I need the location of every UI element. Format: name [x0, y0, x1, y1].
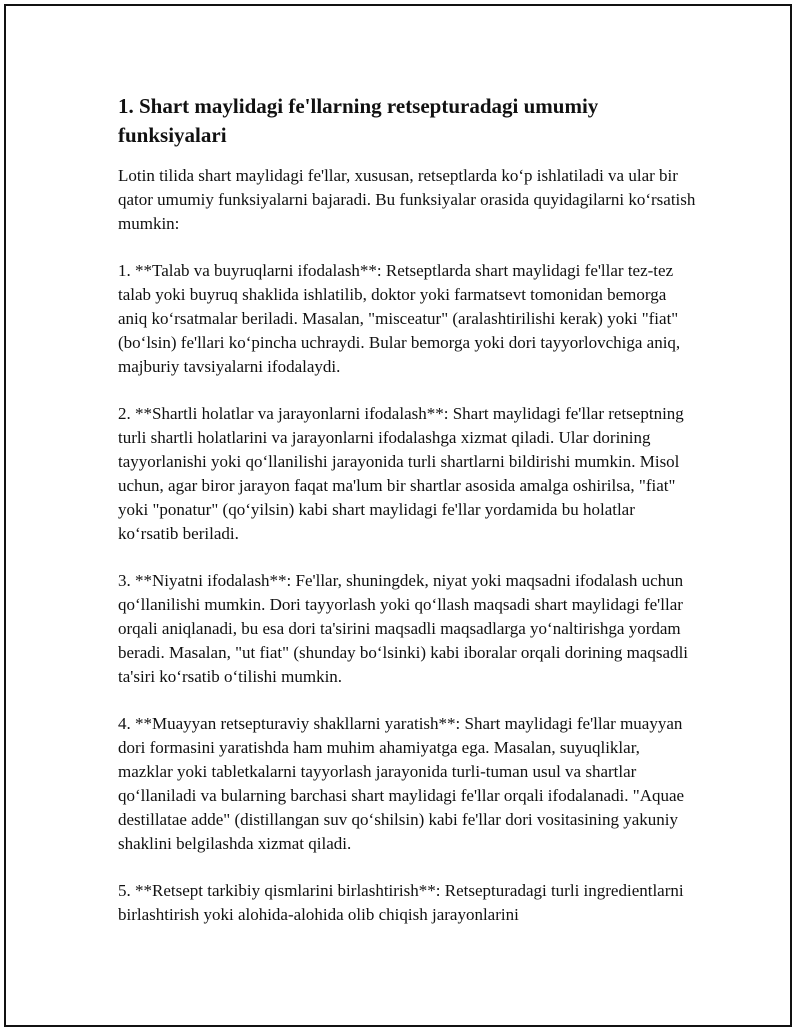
- paragraph-item-1: 1. **Talab va buyruqlarni ifodalash**: Retseptlarda shart maylidagi fe'llar tez-tez talab yoki buyruq shaklida ishlatilib, doktor yoki farmatsevt tomonidan bemorga aniq ko‘rsatmalar beriladi. Masalan, "misceatur" (aralashtirilishi kerak) yoki "fiat" (bo‘lsin) fe'llari ko‘pincha uchraydi. Bular bemorga yoki dori tayyorlovchiga aniq, majburiy tavsiyalarni ifodalaydi.: [118, 261, 681, 376]
- document-page: [118, 92, 698, 950]
- intro-paragraph: Lotin tilida shart maylidagi fe'llar, xususan, retseptlarda ko‘p ishlatiladi va ular bir qator umumiy funksiyalarni bajaradi. Bu funksiyalar orasida quyidagilarni ko‘rsatish mumkin:: [118, 166, 696, 233]
- paragraph-item-4: 4. **Muayyan retsepturaviy shakllarni yaratish**: Shart maylidagi fe'llar muayyan dori formasini yaratishda ham muhim ahamiyatga ega. Masalan, suyuqliklar, mazklar yoki tabletkalarni tayyorlash jarayonida turli-tuman usul va shartlar qo‘llaniladi va bularning barchasi shart maylidagi fe'llar orqali ifodalanadi. "Aquae destillatae adde" (distillangan suv qo‘shilsin) kabi fe'llar dori vositasining yakuniy shaklini belgilashda xizmat qiladi.: [118, 714, 685, 853]
- paragraph-item-3: 3. **Niyatni ifodalash**: Fe'llar, shuningdek, niyat yoki maqsadni ifodalash uchun qo‘llanilishi mumkin. Dori tayyorlash yoki qo‘llash maqsadi shart maylidagi fe'llar orqali aniqlanadi, bu esa dori ta'sirini maqsadli maqsadlarga yo‘naltirishga yordam beradi. Masalan, "ut fiat" (shunday bo‘lsinki) kabi iboralar orqali dorining maqsadli ta'siri ko‘rsatib o‘tilishi mumkin.: [118, 571, 689, 686]
- paragraph-item-5: 5. **Retsept tarkibiy qismlarini birlashtirish**: Retsepturadagi turli ingredientlarni birlashtirish yoki alohida-alohida olib chiqish jarayonlarini: [118, 881, 684, 924]
- paragraph-item-2: 2. **Shartli holatlar va jarayonlarni ifodalash**: Shart maylidagi fe'llar retseptning turli shartli holatlarini va jarayonlarni ifodalashga xizmat qiladi. Ular dorining tayyorlanishi yoki qo‘llanilishi jarayonida turli shartlarni bildirishi mumkin. Misol uchun, agar biror jarayon faqat ma'lum bir shartlar asosida amalga oshirilsa, "fiat" yoki "ponatur" (qo‘yilsin) kabi shart maylidagi fe'llar yordamida bu holatlar ko‘rsatib beriladi.: [118, 404, 684, 543]
- section-heading: 1. Shart maylidagi fe'llarning retsepturadagi umumiy funksiyalari: [118, 94, 599, 147]
